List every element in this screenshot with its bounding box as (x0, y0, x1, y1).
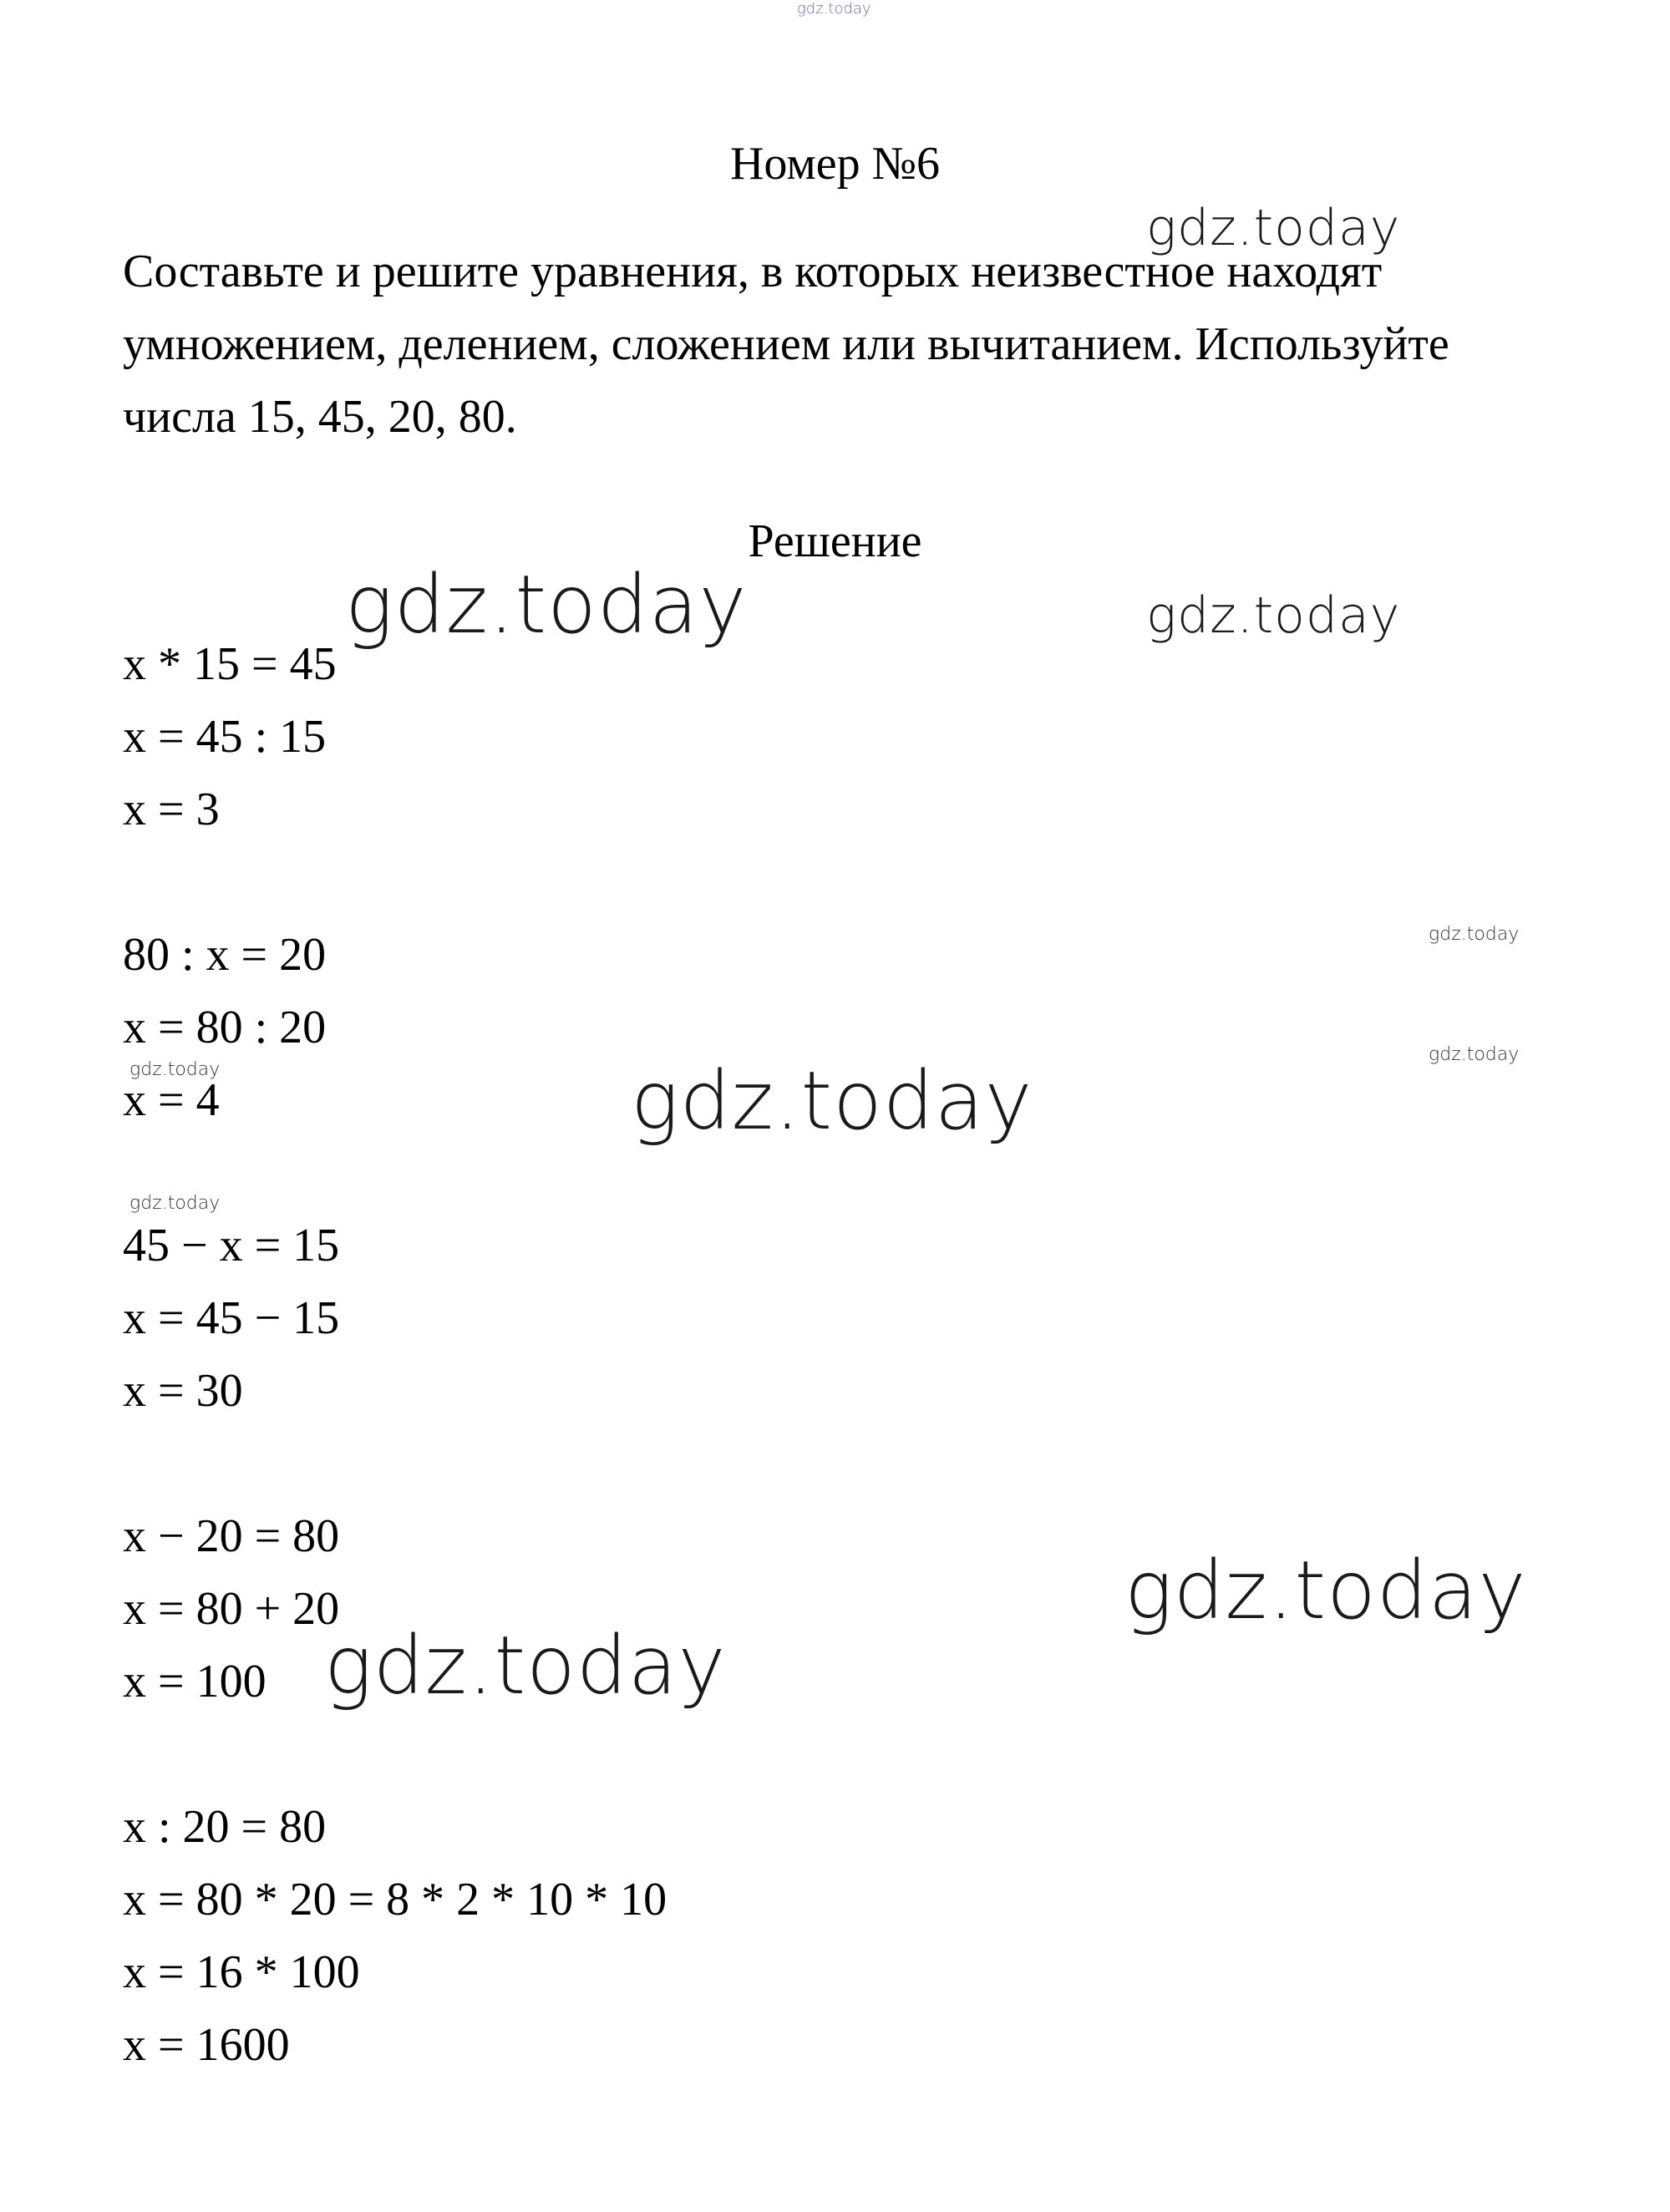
equation-line: x = 100 (123, 1656, 266, 1707)
equation-line: x − 20 = 80 (123, 1510, 340, 1562)
watermark: gdz.today (1429, 924, 1520, 945)
equation-line: x = 45 : 15 (123, 711, 327, 763)
watermark: gdz.today (1146, 586, 1401, 645)
watermark: gdz.today (129, 1193, 221, 1214)
equation-line: x = 80 + 20 (123, 1583, 340, 1635)
watermark: gdz.today (797, 0, 871, 18)
task-statement: Составьте и решите уравнения, в которых неизвестное находят умножением, делением, сложением или вычитанием. Используйте числа 15, 45, 20, 80. (123, 246, 1449, 443)
equation-line: 80 : x = 20 (123, 929, 327, 981)
equation-line: x = 4 (123, 1074, 220, 1126)
watermark: gdz.today (631, 1054, 1033, 1148)
equation-line: x = 80 : 20 (123, 1002, 327, 1053)
watermark: gdz.today (324, 1619, 727, 1712)
equation-line: x : 20 = 80 (123, 1801, 327, 1853)
solution-heading: Решение (748, 515, 922, 567)
page-title: Номер №6 (729, 138, 941, 190)
watermark: gdz.today (1146, 199, 1401, 257)
equation-line: x * 15 = 45 (123, 638, 337, 690)
equation-line: 45 − x = 15 (123, 1220, 340, 1271)
watermark: gdz.today (129, 1059, 221, 1080)
watermark: gdz.today (1429, 1044, 1520, 1065)
watermark: gdz.today (345, 558, 748, 652)
equation-line: x = 45 − 15 (123, 1292, 340, 1344)
equation-line: x = 16 * 100 (123, 1946, 360, 1998)
equation-line: x = 1600 (123, 2019, 290, 2071)
watermark: gdz.today (1124, 1544, 1527, 1637)
equation-line: x = 3 (123, 784, 220, 835)
equation-line: x = 30 (123, 1365, 243, 1417)
equation-line: x = 80 * 20 = 8 * 2 * 10 * 10 (123, 1874, 667, 1925)
